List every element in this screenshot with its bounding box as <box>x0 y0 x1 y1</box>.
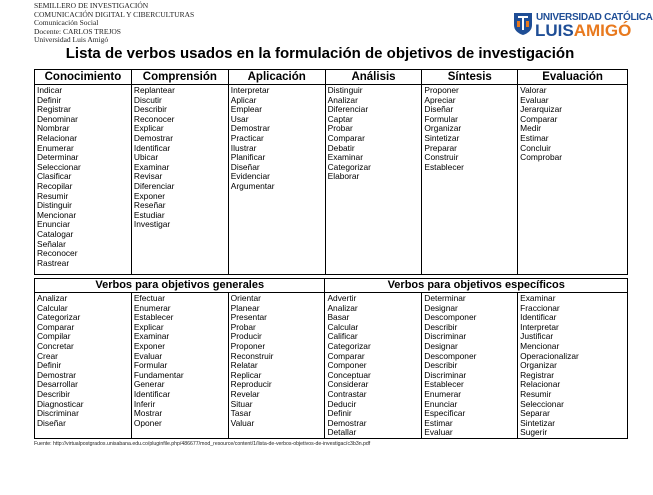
verb-item: Relacionar <box>37 132 78 143</box>
verb-item: Probar <box>230 321 256 332</box>
verb-item: Seleccionar <box>520 398 564 409</box>
verb-item: Recopilar <box>37 180 73 191</box>
verb-item: Componer <box>327 360 367 371</box>
verb-item: Seleccionar <box>37 161 81 172</box>
verb-item: Catalogar <box>37 228 74 239</box>
verb-item: Situar <box>230 398 253 409</box>
verb-item: Ilustrar <box>230 142 257 153</box>
verb-item: Categorizar <box>327 340 371 351</box>
verb-item: Enumerar <box>133 302 171 313</box>
verb-item: Desarrollar <box>37 379 78 390</box>
logo-line1: UNIVERSIDAD CATÓLICA <box>536 12 653 23</box>
verb-item: Fraccionar <box>520 302 560 313</box>
verb-item: Reseñar <box>133 200 166 211</box>
verb-item: Discriminar <box>424 331 467 342</box>
verb-item: Mostrar <box>133 408 163 419</box>
column-header-analisis: Análisis <box>325 70 422 85</box>
verb-item: Distinguir <box>37 200 72 211</box>
verb-item: Diferenciar <box>327 104 369 115</box>
verb-item: Estudiar <box>133 209 165 220</box>
verb-item: Demostrar <box>327 417 367 428</box>
verb-item: Diseñar <box>230 161 260 172</box>
verb-item: Exponer <box>133 340 166 351</box>
verb-item: Discriminar <box>37 408 79 419</box>
verb-item: Categorizar <box>327 161 371 172</box>
verb-item: Producir <box>230 331 262 342</box>
bloom-verbs-table <box>34 69 628 275</box>
verb-item: Separar <box>520 408 550 419</box>
page-title: Lista de verbos usados en la formulación de objetivos de investigación <box>65 45 575 62</box>
verb-item: Establecer <box>424 161 464 172</box>
verb-item: Diagnosticar <box>37 398 84 409</box>
header-line: Docente: CARLOS TREJOS <box>34 26 121 36</box>
verb-item: Nombrar <box>37 123 70 134</box>
verb-item: Evidenciar <box>230 171 270 182</box>
specific-column-3 <box>518 293 628 439</box>
column-conocimiento <box>35 85 132 275</box>
verb-item: Reconocer <box>37 248 78 259</box>
verb-item: Explicar <box>133 123 164 134</box>
verb-item: Explicar <box>133 321 164 332</box>
verb-item: Tasar <box>230 408 252 419</box>
verb-item: Calcular <box>37 302 68 313</box>
verb-item: Analizar <box>37 293 68 303</box>
general-objectives-header: Verbos para objetivos generales <box>35 279 325 293</box>
verb-item: Diseñar <box>37 417 66 428</box>
verb-item: Identificar <box>520 312 557 323</box>
verb-item: Comparar <box>327 132 365 143</box>
verb-item: Sugerir <box>520 427 548 438</box>
verb-item: Concretar <box>37 340 74 351</box>
header-line: COMUNICACIÓN DIGITAL Y CIBERCULTURAS <box>34 9 195 19</box>
general-column-3 <box>228 293 325 439</box>
verb-item: Diseñar <box>424 104 454 115</box>
verb-item: Descomponer <box>424 350 477 361</box>
verb-item: Examinar <box>133 161 170 172</box>
verb-item: Enumerar <box>37 142 74 153</box>
verb-item: Describir <box>424 321 458 332</box>
verb-item: Replicar <box>230 369 262 380</box>
verb-item: Comprobar <box>520 152 563 163</box>
verb-item: Sintetizar <box>520 417 556 428</box>
verb-item: Identificar <box>133 142 171 153</box>
verb-item: Practicar <box>230 132 264 143</box>
column-header-aplicacion: Aplicación <box>228 70 325 85</box>
verb-item: Discutir <box>133 94 162 105</box>
verb-item: Mencionar <box>37 209 77 220</box>
verb-item: Usar <box>230 113 249 124</box>
verb-item: Calcular <box>327 321 359 332</box>
column-comprension <box>131 85 228 275</box>
verb-item: Organizar <box>424 123 462 134</box>
source-footnote: Fuente: http://virtualpostgrados.unisabana.edu.co/pluginfile.php/486677/mod_resource/content/1/lista-de-verbos-objetivos-de-investigacíc3b3n.pdf <box>34 441 371 447</box>
verb-item: Estimar <box>520 132 549 143</box>
verb-item: Aplicar <box>230 94 257 105</box>
verb-item: Operacionalizar <box>520 350 579 361</box>
verb-item: Describir <box>37 388 71 399</box>
column-header-conocimiento: Conocimiento <box>35 70 132 85</box>
verb-item: Establecer <box>133 312 174 323</box>
verb-item: Estimar <box>424 417 453 428</box>
verb-item: Establecer <box>424 379 464 390</box>
verb-item: Demostrar <box>230 123 270 134</box>
verb-item: Registrar <box>520 369 555 380</box>
verb-item: Formular <box>133 360 168 371</box>
column-sintesis <box>422 85 518 275</box>
verb-item: Examinar <box>327 152 363 163</box>
verb-item: Analizar <box>327 94 358 105</box>
verb-item: Distinguir <box>327 85 363 95</box>
verb-item: Clasificar <box>37 171 72 182</box>
verb-item: Preparar <box>424 142 457 153</box>
document-header <box>34 2 194 45</box>
verb-item: Apreciar <box>424 94 456 105</box>
verb-item: Presentar <box>230 312 267 323</box>
verb-item: Revelar <box>230 388 260 399</box>
verb-item: Revisar <box>133 171 163 182</box>
verb-item: Enumerar <box>424 388 462 399</box>
column-aplicacion <box>228 85 325 275</box>
verb-item: Construir <box>424 152 459 163</box>
verb-item: Crear <box>37 350 58 361</box>
verb-item: Contrastar <box>327 388 367 399</box>
verb-item: Captar <box>327 113 353 124</box>
verb-item: Señalar <box>37 238 66 249</box>
verb-item: Evaluar <box>133 350 163 361</box>
verb-item: Efectuar <box>133 293 166 303</box>
verb-item: Examinar <box>520 293 556 303</box>
logo-name-a: LUIS <box>535 21 574 40</box>
verb-item: Sintetizar <box>424 132 460 143</box>
verb-item: Enunciar <box>424 398 458 409</box>
verb-item: Compilar <box>37 331 71 342</box>
verb-item: Analizar <box>327 302 358 313</box>
verb-item: Replantear <box>133 85 175 95</box>
verb-item: Debatir <box>327 142 355 153</box>
general-column-1 <box>35 293 132 439</box>
verb-item: Interpretar <box>230 85 270 95</box>
verb-item: Considerar <box>327 379 369 390</box>
verb-item: Calificar <box>327 331 358 342</box>
verb-item: Designar <box>424 340 458 351</box>
specific-column-2 <box>422 293 518 439</box>
verb-item: Resumir <box>520 388 552 399</box>
verb-item: Emplear <box>230 104 262 115</box>
verb-item: Valorar <box>520 85 547 95</box>
header-line: Universidad Luis Amigó <box>34 35 109 45</box>
verb-item: Orientar <box>230 293 261 303</box>
verb-item: Especificar <box>424 408 466 419</box>
verb-item: Valuar <box>230 417 255 428</box>
header-line: SEMILLERO DE INVESTIGACIÓN <box>34 1 149 10</box>
verb-item: Definir <box>37 360 62 371</box>
verb-item: Denominar <box>37 113 78 124</box>
objective-verbs-table <box>34 278 628 439</box>
verb-item: Diferenciar <box>133 180 175 191</box>
verb-item: Resumir <box>37 190 69 201</box>
verb-item: Reconocer <box>133 113 175 124</box>
verb-item: Argumentar <box>230 180 275 191</box>
verb-item: Exponer <box>133 190 166 201</box>
verb-item: Comparar <box>520 113 558 124</box>
verb-item: Ubicar <box>133 152 159 163</box>
verb-item: Definir <box>37 94 62 105</box>
column-header-sintesis: Síntesis <box>422 70 518 85</box>
verb-item: Proponer <box>424 85 459 95</box>
verb-item: Describir <box>133 104 167 115</box>
verb-item: Evaluar <box>520 94 549 105</box>
verb-item: Comparar <box>37 321 75 332</box>
verb-item: Inferir <box>133 398 156 409</box>
verb-item: Comparar <box>327 350 365 361</box>
verb-item: Oponer <box>133 417 162 428</box>
university-logo <box>513 11 653 41</box>
verb-item: Descomponer <box>424 312 477 323</box>
verb-item: Medir <box>520 123 542 134</box>
verb-item: Jerarquizar <box>520 104 563 115</box>
verb-item: Investigar <box>133 219 171 230</box>
verb-item: Probar <box>327 123 353 134</box>
verb-item: Examinar <box>133 331 170 342</box>
column-header-comprension: Comprensión <box>131 70 228 85</box>
shield-icon <box>513 12 533 36</box>
verb-item: Describir <box>424 360 458 371</box>
logo-name-b: AMIGÓ <box>573 21 632 40</box>
verb-item: Enunciar <box>37 219 71 230</box>
verb-item: Rastrear <box>37 257 70 268</box>
verb-item: Demostrar <box>133 132 173 143</box>
header-line: Comunicación Social <box>34 18 99 28</box>
verb-item: Conceptuar <box>327 369 371 380</box>
verb-item: Relatar <box>230 360 258 371</box>
column-evaluacion <box>518 85 628 275</box>
verb-item: Demostrar <box>37 369 77 380</box>
verb-item: Indicar <box>37 85 63 95</box>
column-header-evaluacion: Evaluación <box>518 70 628 85</box>
logo-name <box>535 21 631 41</box>
verb-item: Concluir <box>520 142 551 153</box>
verb-item: Reproducir <box>230 379 272 390</box>
general-column-2 <box>131 293 228 439</box>
verb-item: Planificar <box>230 152 266 163</box>
column-analisis <box>325 85 422 275</box>
verb-item: Identificar <box>133 388 171 399</box>
verb-item: Determinar <box>37 152 79 163</box>
verb-item: Designar <box>424 302 458 313</box>
verb-item: Definir <box>327 408 352 419</box>
verb-item: Evaluar <box>424 427 453 438</box>
verb-item: Basar <box>327 312 350 323</box>
verb-item: Interpretar <box>520 321 559 332</box>
verb-item: Determinar <box>424 293 466 303</box>
verb-item: Registrar <box>37 104 71 115</box>
verb-item: Detallar <box>327 427 357 438</box>
specific-objectives-header: Verbos para objetivos específicos <box>325 279 628 293</box>
verb-item: Relacionar <box>520 379 561 390</box>
verb-item: Organizar <box>520 360 557 371</box>
specific-column-1 <box>325 293 422 439</box>
verb-item: Formular <box>424 113 458 124</box>
verb-item: Reconstruir <box>230 350 274 361</box>
verb-item: Discriminar <box>424 369 467 380</box>
verb-item: Planear <box>230 302 260 313</box>
verb-item: Advertir <box>327 293 357 303</box>
verb-item: Categorizar <box>37 312 81 323</box>
verb-item: Fundamentar <box>133 369 184 380</box>
verb-item: Proponer <box>230 340 266 351</box>
verb-item: Generar <box>133 379 165 390</box>
verb-item: Mencionar <box>520 340 560 351</box>
verb-item: Elaborar <box>327 171 360 182</box>
verb-item: Deducir <box>327 398 357 409</box>
verb-item: Justificar <box>520 331 554 342</box>
